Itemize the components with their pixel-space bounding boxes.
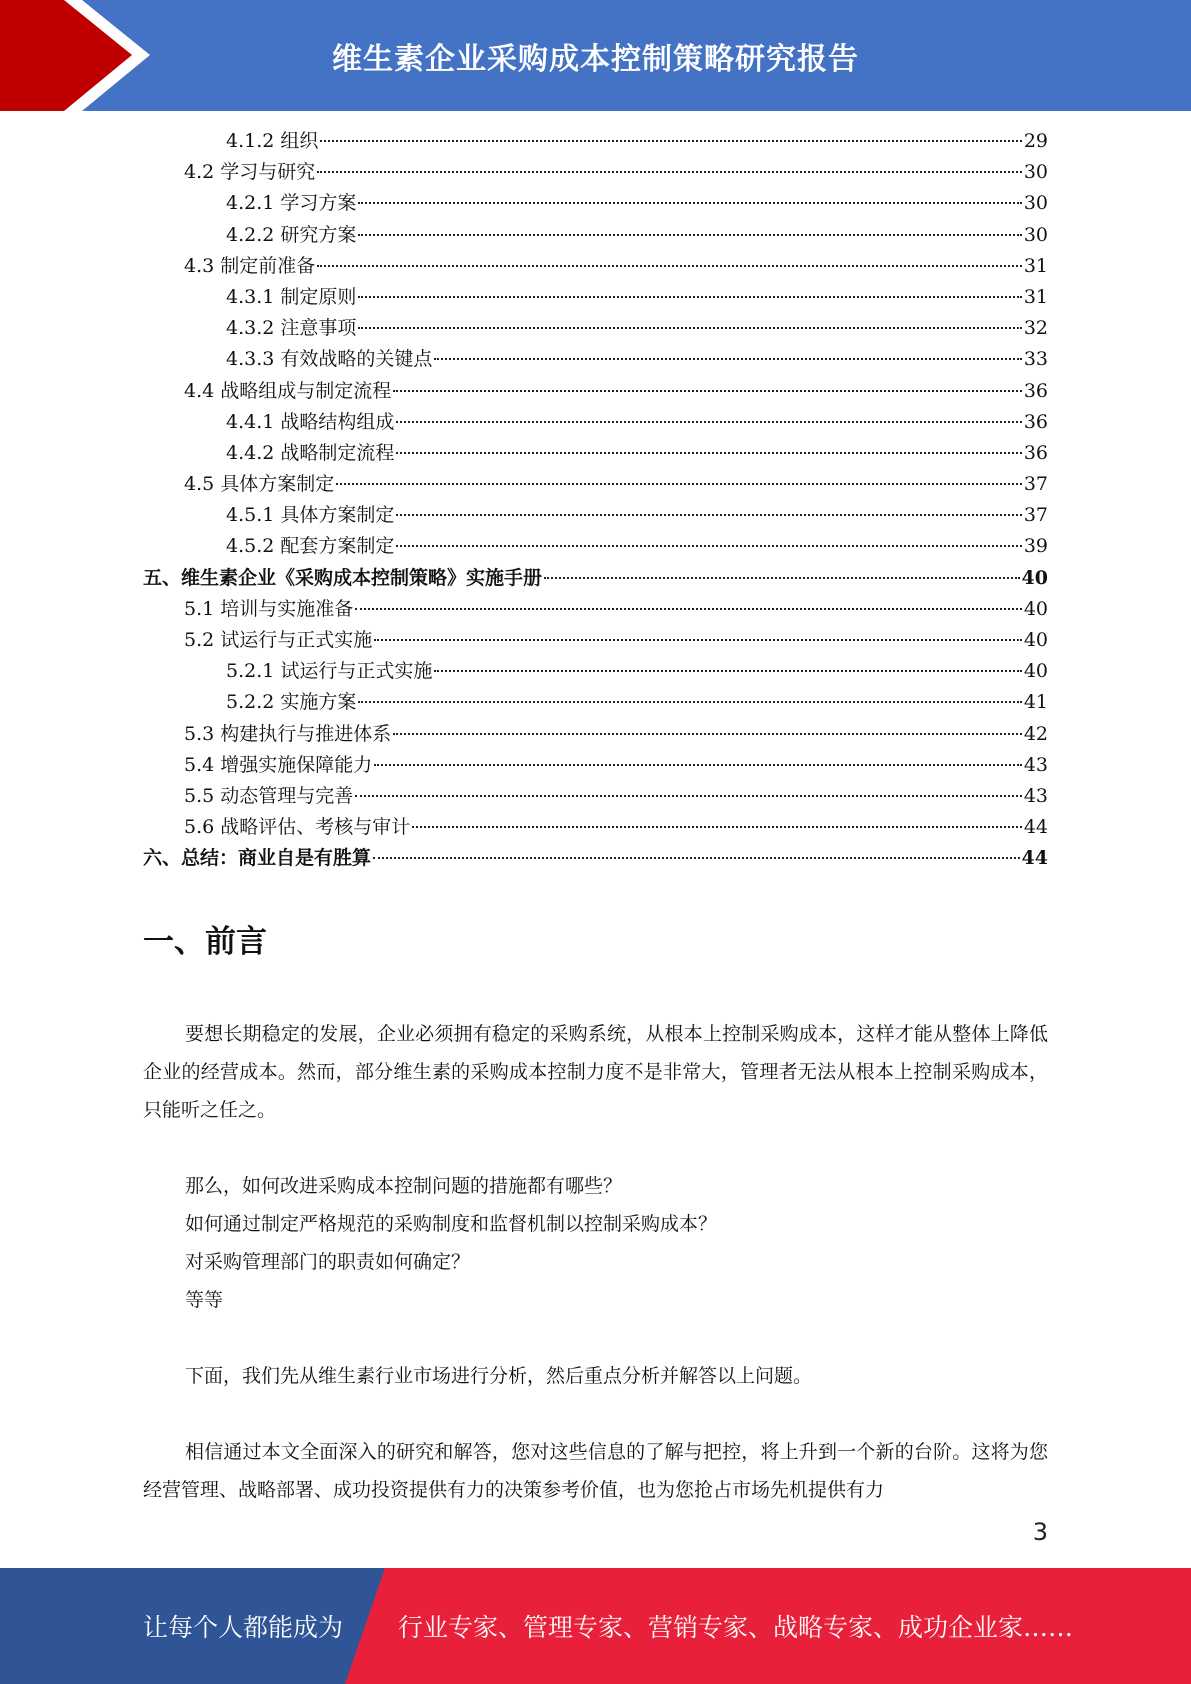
- toc-dot-leader: [317, 171, 1022, 173]
- toc-entry[interactable]: [143, 594, 1048, 625]
- toc-dot-leader: [374, 764, 1022, 766]
- footer-slogan-left: 让每个人都能成为: [143, 1613, 344, 1642]
- toc-entry-label: 5.3 构建执行与推进体系: [184, 722, 392, 745]
- toc-entry[interactable]: [143, 719, 1048, 750]
- toc-dot-leader: [355, 608, 1022, 610]
- toc-entry-label: 4.2 学习与研究: [184, 161, 316, 184]
- toc-entry-page: 37: [1023, 473, 1048, 496]
- toc-dot-leader: [374, 639, 1022, 641]
- toc-entry[interactable]: [143, 469, 1048, 500]
- toc-entry-label: 六、总结：商业自是有胜算: [143, 847, 372, 870]
- toc-dot-leader: [358, 327, 1021, 329]
- toc-entry-page: 33: [1023, 348, 1048, 371]
- toc-entry-page: 41: [1023, 691, 1048, 714]
- toc-entry-page: 40: [1023, 629, 1048, 651]
- toc-entry-label: 4.3 制定前准备: [184, 254, 316, 277]
- toc-entry-label: 5.5 动态管理与完善: [184, 784, 354, 807]
- toc-entry[interactable]: [143, 188, 1048, 219]
- toc-entry-label: 4.3.3 有效战略的关键点: [226, 348, 433, 371]
- toc-entry-page: 29: [1023, 130, 1048, 152]
- toc-entry-label: 5.1 培训与实施准备: [184, 597, 354, 620]
- toc-entry[interactable]: [143, 407, 1048, 438]
- toc-entry-page: 40: [1023, 597, 1048, 620]
- toc-dot-leader: [544, 577, 1020, 579]
- toc-entry-page: 43: [1023, 753, 1048, 776]
- toc-entry[interactable]: [143, 500, 1048, 531]
- toc-entry[interactable]: [143, 157, 1048, 188]
- toc-entry-label: 5.6 战略评估、考核与审计: [184, 816, 411, 839]
- toc-entry[interactable]: [143, 376, 1048, 407]
- toc-entry-label: 5.2 试运行与正式实施: [184, 629, 373, 651]
- toc-entry-page: 30: [1023, 192, 1048, 215]
- toc-entry-page: 31: [1023, 285, 1048, 308]
- toc-dot-leader: [317, 265, 1022, 267]
- question-line: 如何通过制定严格规范的采购制度和监督机制以控制采购成本？: [185, 1213, 718, 1235]
- toc-entry-label: 5.2.2 实施方案: [226, 691, 357, 714]
- toc-dot-leader: [393, 733, 1022, 735]
- table-of-contents: [143, 126, 1048, 875]
- toc-entry-page: 37: [1023, 504, 1048, 527]
- toc-dot-leader: [434, 670, 1021, 672]
- toc-entry-label: 4.5 具体方案制定: [184, 473, 335, 496]
- closing-paragraph: 相信通过本文全面深入的研究和解答，您对这些信息的了解与把控，将上升到一个新的台阶。这将为您经营管理、战略部署、成功投资提供有力的决策参考价值，也为您抢占市场先机提供有力: [143, 1441, 1048, 1501]
- toc-entry[interactable]: [143, 625, 1048, 656]
- section-heading: 一、前言: [143, 924, 267, 960]
- toc-entry-page: 40: [1023, 660, 1048, 683]
- toc-entry-label: 5.2.1 试运行与正式实施: [226, 660, 433, 683]
- section-body: [143, 1015, 1048, 1509]
- toc-entry[interactable]: [143, 812, 1048, 843]
- toc-entry-label: 4.4 战略组成与制定流程: [184, 379, 392, 402]
- toc-entry[interactable]: [143, 750, 1048, 781]
- toc-entry-page: 42: [1023, 722, 1048, 745]
- next-paragraph: 下面，我们先从维生素行业市场进行分析，然后重点分析并解答以上问题。: [185, 1365, 813, 1387]
- toc-entry-page: 36: [1023, 441, 1048, 464]
- intro-paragraph: 要想长期稳定的发展，企业必须拥有稳定的采购系统，从根本上控制采购成本，这样才能从整体上降低企业的经营成本。然而，部分维生素的采购成本控制力度不是非常大，管理者无法从根本上控制采购成本，只能听之任之。: [143, 1023, 1048, 1121]
- toc-dot-leader: [373, 857, 1020, 859]
- toc-dot-leader: [396, 514, 1021, 516]
- toc-dot-leader: [396, 545, 1021, 547]
- question-line: 对采购管理部门的职责如何确定？: [185, 1251, 471, 1273]
- toc-entry[interactable]: [143, 220, 1048, 251]
- toc-entry[interactable]: [143, 687, 1048, 718]
- page-footer: [0, 1568, 1191, 1684]
- toc-dot-leader: [355, 795, 1022, 797]
- toc-entry-page: 30: [1023, 161, 1048, 184]
- toc-entry-label: 4.5.1 具体方案制定: [226, 504, 395, 527]
- toc-entry-label: 4.4.1 战略结构组成: [226, 410, 395, 433]
- toc-entry[interactable]: [143, 126, 1048, 157]
- footer-slogan-right: 行业专家、管理专家、营销专家、战略专家、成功企业家……: [398, 1613, 1074, 1642]
- toc-entry[interactable]: [143, 344, 1048, 375]
- toc-entry-label: 4.3.2 注意事项: [226, 317, 357, 340]
- toc-entry[interactable]: [143, 282, 1048, 313]
- question-line: 等等: [185, 1289, 224, 1311]
- question-line: 那么，如何改进采购成本控制问题的措施都有哪些？: [185, 1175, 623, 1197]
- toc-entry-page: 36: [1023, 379, 1048, 402]
- toc-entry-page: 39: [1023, 535, 1048, 558]
- toc-entry-page: 31: [1023, 254, 1048, 277]
- toc-dot-leader: [336, 483, 1022, 485]
- toc-dot-leader: [412, 826, 1022, 828]
- toc-entry-page: 32: [1023, 317, 1048, 340]
- toc-entry[interactable]: [143, 656, 1048, 687]
- toc-dot-leader: [396, 452, 1021, 454]
- report-title: 维生素企业采购成本控制策略研究报告: [332, 41, 859, 77]
- toc-dot-leader: [358, 202, 1021, 204]
- toc-entry[interactable]: [143, 313, 1048, 344]
- toc-entry-label: 5.4 增强实施保障能力: [184, 753, 373, 776]
- toc-entry-page: 43: [1023, 784, 1048, 807]
- toc-entry[interactable]: [143, 781, 1048, 812]
- toc-dot-leader: [320, 140, 1021, 142]
- toc-entry-page: 36: [1023, 410, 1048, 433]
- toc-entry-page: 44: [1023, 816, 1048, 839]
- toc-entry[interactable]: [143, 563, 1048, 594]
- toc-dot-leader: [396, 421, 1021, 423]
- toc-entry-label: 4.2.2 研究方案: [226, 223, 357, 246]
- toc-entry[interactable]: [143, 438, 1048, 469]
- toc-dot-leader: [434, 358, 1021, 360]
- toc-entry-label: 4.1.2 组织: [226, 130, 319, 152]
- toc-entry-label: 五、维生素企业《采购成本控制策略》实施手册: [143, 566, 543, 589]
- toc-entry[interactable]: [143, 531, 1048, 562]
- toc-entry-page: 30: [1023, 223, 1048, 246]
- page-number: 3: [1032, 1518, 1048, 1546]
- toc-entry-label: 4.5.2 配套方案制定: [226, 535, 395, 558]
- toc-dot-leader: [358, 234, 1021, 236]
- page-header: [0, 0, 1191, 111]
- toc-dot-leader: [358, 296, 1021, 298]
- toc-dot-leader: [393, 390, 1022, 392]
- toc-entry-label: 4.3.1 制定原则: [226, 285, 357, 308]
- toc-entry-page: 44: [1021, 847, 1048, 870]
- toc-entry-label: 4.2.1 学习方案: [226, 192, 357, 215]
- toc-dot-leader: [358, 701, 1021, 703]
- toc-entry[interactable]: [143, 251, 1048, 282]
- toc-entry-page: 40: [1021, 566, 1048, 589]
- toc-entry-label: 4.4.2 战略制定流程: [226, 441, 395, 464]
- toc-entry[interactable]: [143, 843, 1048, 874]
